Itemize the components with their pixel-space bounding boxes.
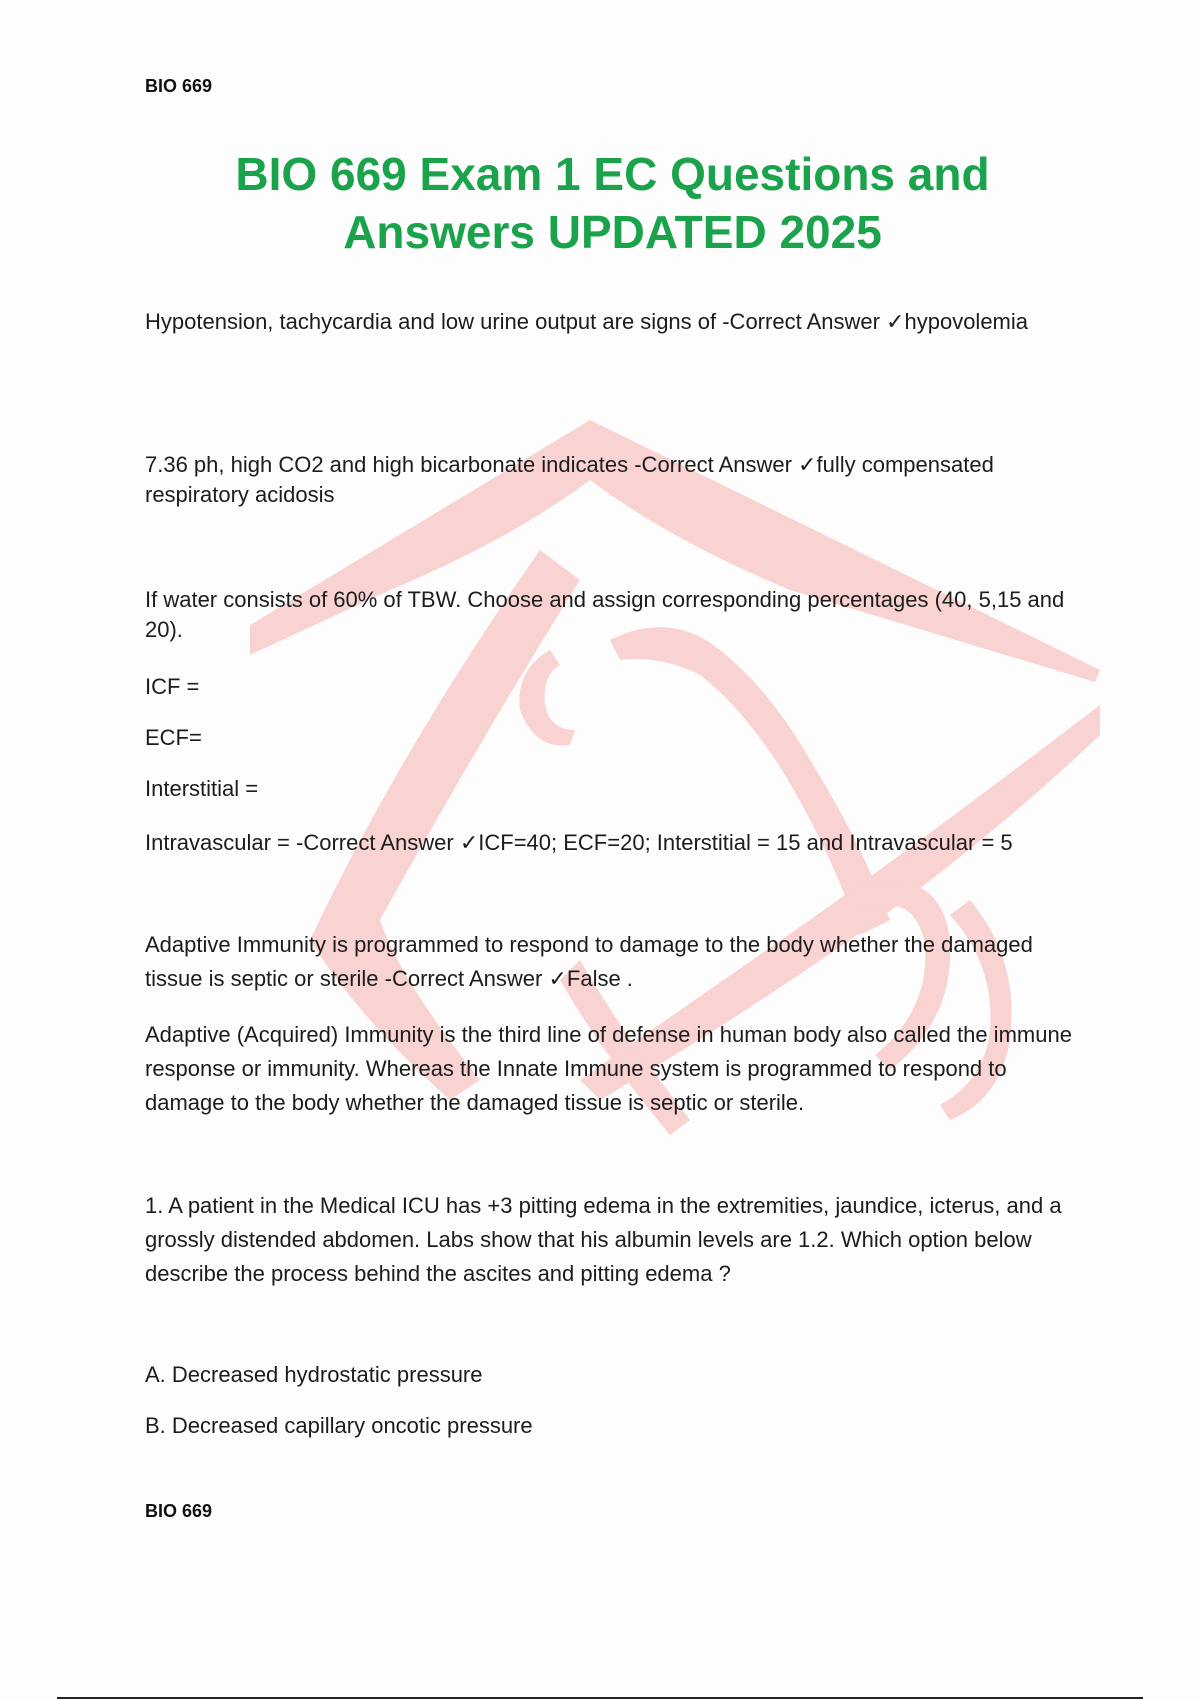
qa-option-a: A. Decreased hydrostatic pressure [145, 1362, 483, 1387]
qa-item-adaptive-explanation: Adaptive (Acquired) Immunity is the third line of defense in human body also called the immune response or immunity. Whereas the Innate Immune system is programmed to respond to damage to the body whether the damaged tissue is septic or sterile. [145, 1022, 1072, 1115]
footer-label: BIO 669 [145, 1501, 213, 1521]
page-divider [57, 1697, 1143, 1699]
qa-option-b: B. Decreased capillary oncotic pressure [145, 1413, 533, 1438]
document-title: BIO 669 Exam 1 EC Questions and Answers UPDATED 2025 [235, 148, 990, 258]
qa-item-interstitial: Interstitial = [145, 776, 259, 801]
qa-item-adaptive-immunity: Adaptive Immunity is programmed to respond to damage to the body whether the damaged tissue is septic or sterile -Correct Answer ✓False . [145, 932, 1033, 991]
qa-item-acidosis: 7.36 ph, high CO2 and high bicarbonate indicates -Correct Answer ✓fully compensated respiratory acidosis [145, 452, 994, 507]
qa-item-tbw-answer: Intravascular = -Correct Answer ✓ICF=40; ECF=20; Interstitial = 15 and Intravascular = 5 [145, 830, 1013, 855]
qa-item-edema-question: 1. A patient in the Medical ICU has +3 pitting edema in the extremities, jaundice, icterus, and a grossly distended abdomen. Labs show that his albumin levels are 1.2. Which option below describe the process behind the ascites and pitting edema ? [145, 1193, 1062, 1286]
qa-item-tbw-prompt: If water consists of 60% of TBW. Choose and assign corresponding percentages (40, 5,15 and 20). [145, 587, 1065, 642]
qa-item-ecf: ECF= [145, 725, 202, 750]
qa-item-hypovolemia: Hypotension, tachycardia and low urine output are signs of -Correct Answer ✓hypovolemia [145, 309, 1028, 334]
qa-item-icf: ICF = [145, 674, 200, 699]
header-label: BIO 669 [145, 76, 213, 96]
